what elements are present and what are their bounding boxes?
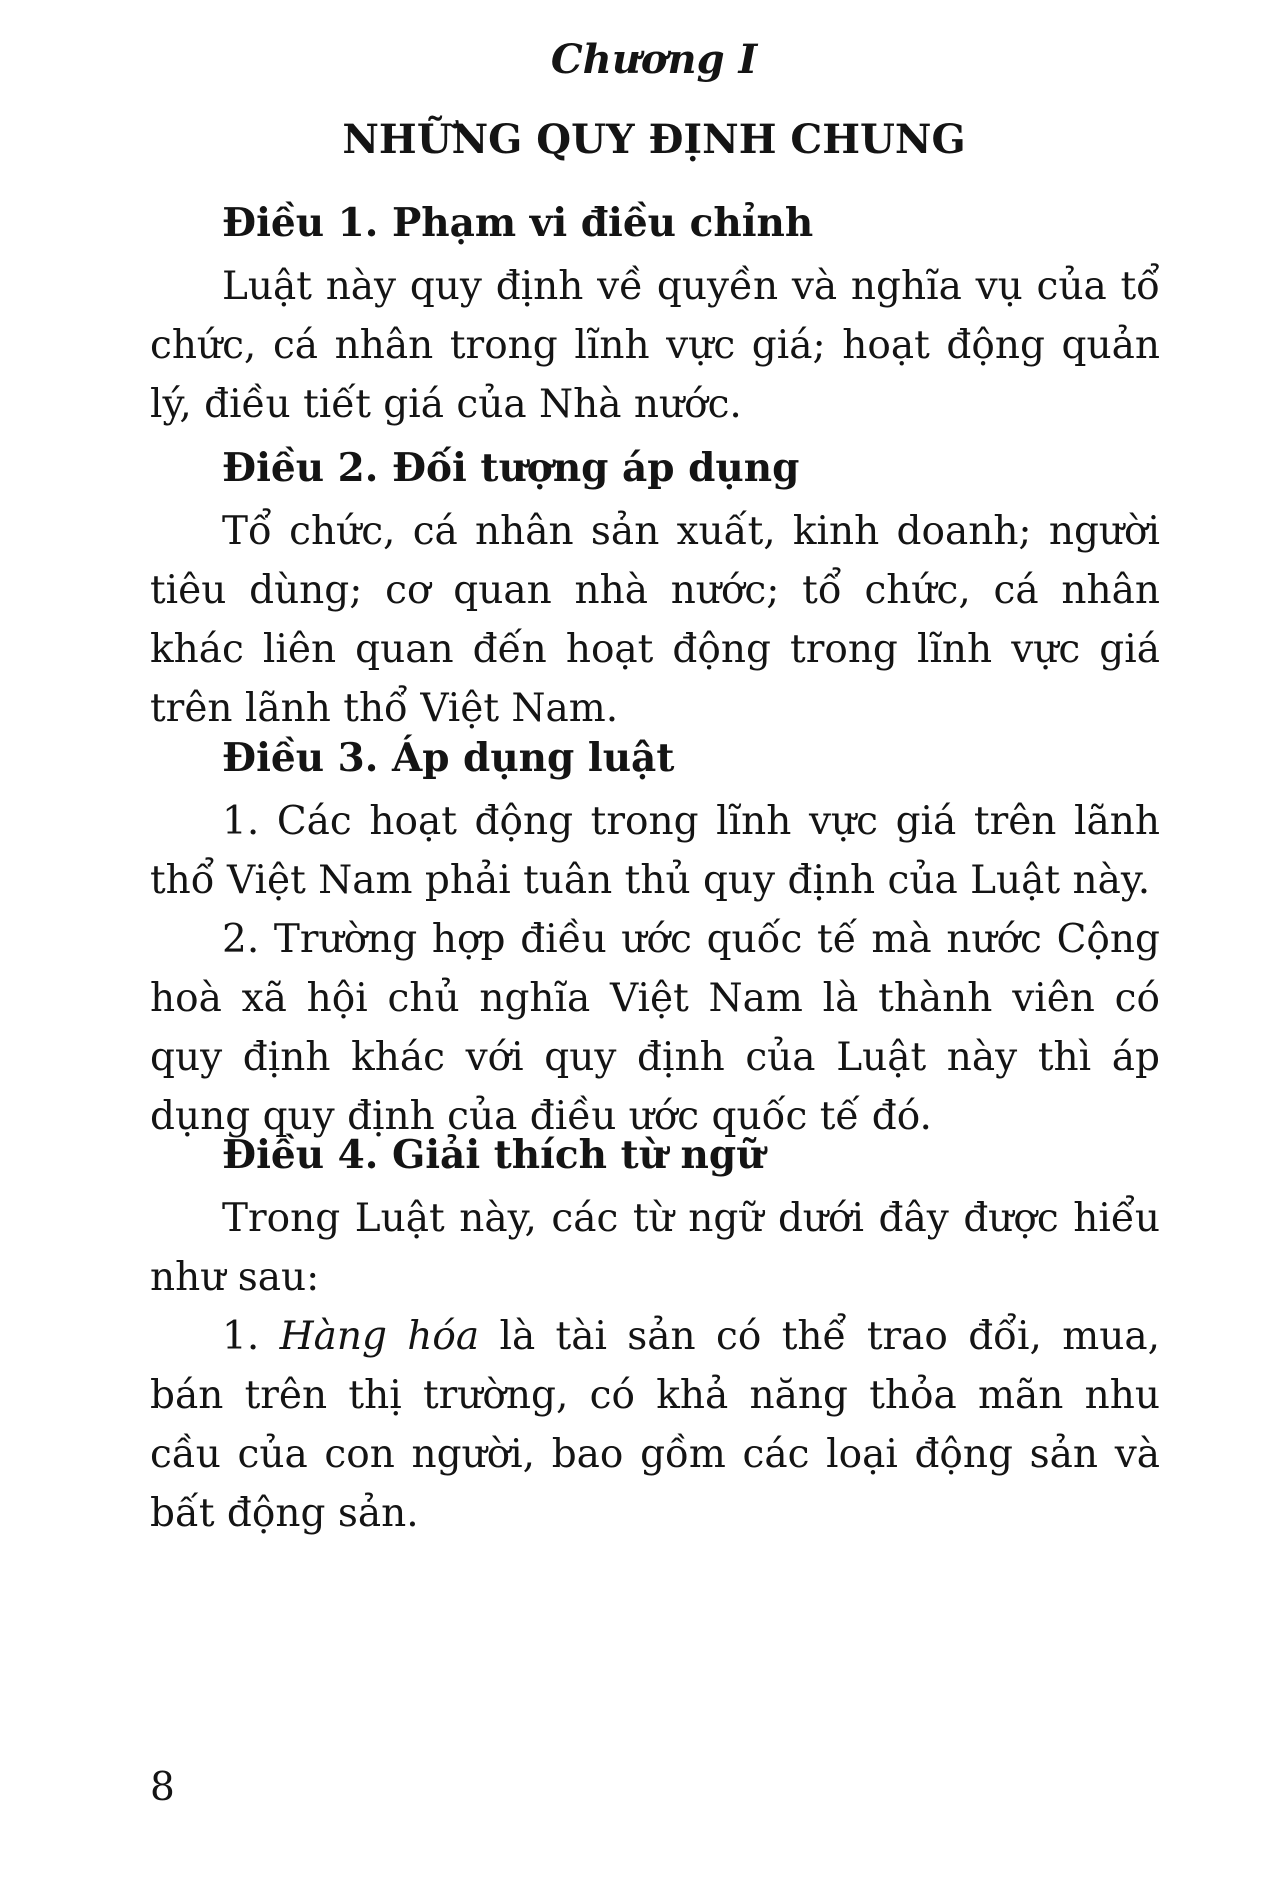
article-4-item-1-term: Hàng hóa bbox=[279, 1314, 480, 1359]
article-1 bbox=[150, 195, 1160, 434]
article-1-paragraph: Luật này quy định về quyền và nghĩa vụ của tổ chức, cá nhân trong lĩnh vực giá; hoạt động quản lý, điều tiết giá của Nhà nước. bbox=[150, 264, 1160, 427]
page-number: 8 bbox=[150, 1765, 175, 1810]
chapter-label: Chương I bbox=[550, 36, 758, 83]
article-3 bbox=[150, 730, 1160, 1146]
article-4-heading: Điều 4. Giải thích từ ngữ bbox=[222, 1132, 765, 1178]
article-1-heading: Điều 1. Phạm vi điều chỉnh bbox=[222, 200, 814, 246]
article-4-item-1-definition: là tài sản có thể trao đổi, mua, bán trên thị trường, có khả năng thỏa mãn nhu cầu của con người, bao gồm các loại động sản và bất động sản. bbox=[150, 1314, 1161, 1536]
article-4 bbox=[150, 1127, 1160, 1543]
article-2 bbox=[150, 440, 1160, 738]
article-4-intro: Trong Luật này, các từ ngữ dưới đây được hiểu như sau: bbox=[150, 1196, 1160, 1300]
article-3-clause-2: 2. Trường hợp điều ước quốc tế mà nước Cộng hoà xã hội chủ nghĩa Việt Nam là thành viên có quy định khác với quy định của Luật này thì áp dụng quy định của điều ước quốc tế đó. bbox=[150, 917, 1160, 1139]
chapter-title: NHỮNG QUY ĐỊNH CHUNG bbox=[342, 116, 966, 163]
article-2-heading: Điều 2. Đối tượng áp dụng bbox=[222, 445, 800, 491]
article-3-clause-1: 1. Các hoạt động trong lĩnh vực giá trên lãnh thổ Việt Nam phải tuân thủ quy định của Luật này. bbox=[150, 799, 1160, 903]
article-4-item-1-number: 1. bbox=[222, 1314, 260, 1359]
article-3-heading: Điều 3. Áp dụng luật bbox=[222, 735, 675, 781]
article-2-paragraph: Tổ chức, cá nhân sản xuất, kinh doanh; người tiêu dùng; cơ quan nhà nước; tổ chức, cá nhân khác liên quan đến hoạt động trong lĩnh vực giá trên lãnh thổ Việt Nam. bbox=[150, 509, 1160, 731]
article-4-item-1 bbox=[150, 1307, 1160, 1543]
